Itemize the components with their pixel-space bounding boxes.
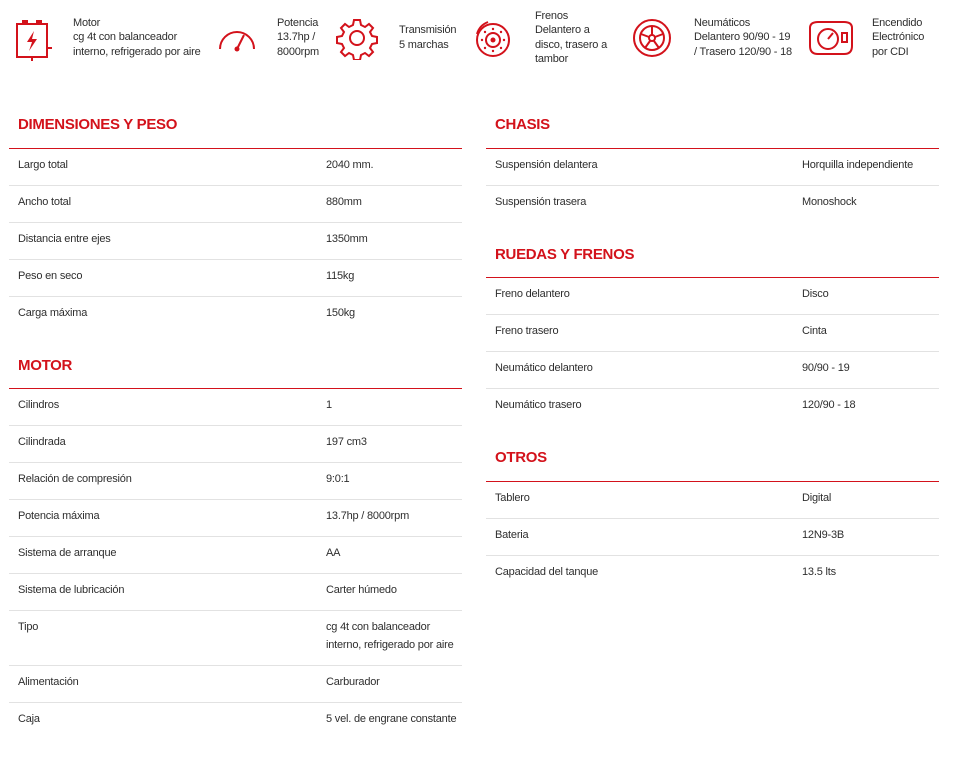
row-label: Freno delantero <box>495 288 570 300</box>
feature-line: Potencia <box>277 16 319 29</box>
feature-neumaticos <box>630 0 794 75</box>
feature-frenos <box>470 0 615 75</box>
row-label: Suspensión trasera <box>495 196 587 208</box>
row-value: 150kg <box>326 307 355 319</box>
row-label: Alimentación <box>18 676 79 688</box>
feature-line: Delantero 90/90 - 19 <box>694 31 791 44</box>
table-row <box>486 186 939 223</box>
row-value: 1350mm <box>326 233 368 245</box>
table-row <box>486 149 939 186</box>
feature-line: tambor <box>535 53 569 65</box>
row-value: Cinta <box>802 325 827 337</box>
row-label: Neumático trasero <box>495 399 582 411</box>
row-label: Capacidad del tanque <box>495 566 599 578</box>
row-value: Carter húmedo <box>326 584 397 596</box>
row-value: AA <box>326 547 341 559</box>
table-row <box>9 389 462 426</box>
table-row <box>486 278 939 315</box>
row-label: Ancho total <box>18 196 71 208</box>
feature-encendido-text <box>872 16 942 60</box>
table-row <box>9 426 462 463</box>
speedometer-icon <box>215 16 259 60</box>
section-title-motor: MOTOR <box>18 357 73 374</box>
row-value: 90/90 - 19 <box>802 362 850 374</box>
row-value: 12N9-3B <box>802 529 845 541</box>
row-value: 115kg <box>326 270 355 282</box>
feature-line: cg 4t con balanceador <box>73 31 178 44</box>
feature-neumaticos-text <box>694 16 794 60</box>
feature-line: / Trasero 120/90 - 18 <box>694 45 792 58</box>
row-value: 9:0:1 <box>326 473 350 485</box>
row-label: Cilindrada <box>18 436 66 448</box>
feature-line: Transmisión <box>399 24 457 36</box>
section-title-chasis: CHASIS <box>495 116 550 133</box>
row-label: Neumático delantero <box>495 362 593 374</box>
feature-line: 13.7hp / <box>277 31 316 44</box>
features-bar <box>0 0 953 75</box>
row-value: cg 4t con balanceador interno, refrigerado por aire <box>326 621 454 651</box>
feature-line: Motor <box>73 16 101 29</box>
row-label: Carga máxima <box>18 307 88 319</box>
feature-frenos-text <box>535 9 615 67</box>
feature-line: disco, trasero a <box>535 38 608 51</box>
feature-line: por CDI <box>872 45 909 58</box>
feature-transmision <box>335 0 469 75</box>
table-row <box>486 556 939 593</box>
row-value: 120/90 - 18 <box>802 399 856 411</box>
row-value: Disco <box>802 288 829 300</box>
feature-motor <box>10 0 213 75</box>
feature-potencia-text <box>277 16 337 60</box>
section-title-ruedas: RUEDAS Y FRENOS <box>495 246 635 263</box>
table-row <box>9 149 462 186</box>
row-label: Bateria <box>495 529 529 541</box>
table-row <box>9 666 462 703</box>
row-value: 880mm <box>326 196 362 208</box>
row-value: 1 <box>326 399 332 411</box>
table-row <box>9 703 462 740</box>
row-label: Sistema de lubricación <box>18 584 125 596</box>
feature-motor-text <box>73 16 213 60</box>
table-row <box>9 500 462 537</box>
row-label: Suspensión delantera <box>495 159 598 171</box>
row-value: 2040 mm. <box>326 159 374 171</box>
table-row <box>9 574 462 611</box>
row-value: Carburador <box>326 676 380 688</box>
brake-disc-icon <box>470 16 514 60</box>
table-row <box>486 519 939 556</box>
row-label: Largo total <box>18 159 68 171</box>
row-value: Horquilla independiente <box>802 159 913 171</box>
row-label: Freno trasero <box>495 325 559 337</box>
row-label: Tablero <box>495 492 530 504</box>
table-row <box>9 186 462 223</box>
table-row <box>9 463 462 500</box>
dashboard-icon <box>806 16 856 60</box>
feature-line: 5 marchas <box>399 38 449 51</box>
row-label: Peso en seco <box>18 270 83 282</box>
row-value: 13.5 lts <box>802 566 836 578</box>
row-label: Cilindros <box>18 399 59 411</box>
section-title-otros: OTROS <box>495 449 547 466</box>
wheel-icon <box>630 16 674 60</box>
row-value: 13.7hp / 8000rpm <box>326 510 410 522</box>
row-label: Caja <box>18 713 40 725</box>
feature-line: Frenos <box>535 9 569 22</box>
feature-line: interno, refrigerado por aire <box>73 45 201 58</box>
section-title-dimensiones: DIMENSIONES Y PESO <box>18 116 178 133</box>
row-label: Tipo <box>18 621 39 633</box>
row-label: Distancia entre ejes <box>18 233 111 245</box>
table-row <box>486 482 939 519</box>
feature-transmision-text <box>399 23 469 52</box>
battery-icon <box>10 15 56 61</box>
row-label: Potencia máxima <box>18 510 100 522</box>
table-row <box>9 260 462 297</box>
feature-line: Neumáticos <box>694 16 751 29</box>
row-value: Digital <box>802 492 832 504</box>
feature-encendido <box>806 0 942 75</box>
row-value: 197 cm3 <box>326 436 367 448</box>
feature-potencia <box>215 0 337 75</box>
row-value: Monoshock <box>802 196 857 208</box>
feature-line: Delantero a <box>535 24 590 36</box>
table-row <box>9 223 462 260</box>
table-row <box>9 611 462 666</box>
gear-icon <box>335 16 379 60</box>
table-row <box>9 297 462 334</box>
row-label: Relación de compresión <box>18 473 132 485</box>
table-row <box>486 389 939 426</box>
row-value: 5 vel. de engrane constante <box>326 713 457 725</box>
feature-line: 8000rpm <box>277 45 320 58</box>
row-label: Sistema de arranque <box>18 547 117 559</box>
table-row <box>486 315 939 352</box>
feature-line: Electrónico <box>872 31 925 44</box>
table-row <box>9 537 462 574</box>
feature-line: Encendido <box>872 16 923 29</box>
table-row <box>486 352 939 389</box>
